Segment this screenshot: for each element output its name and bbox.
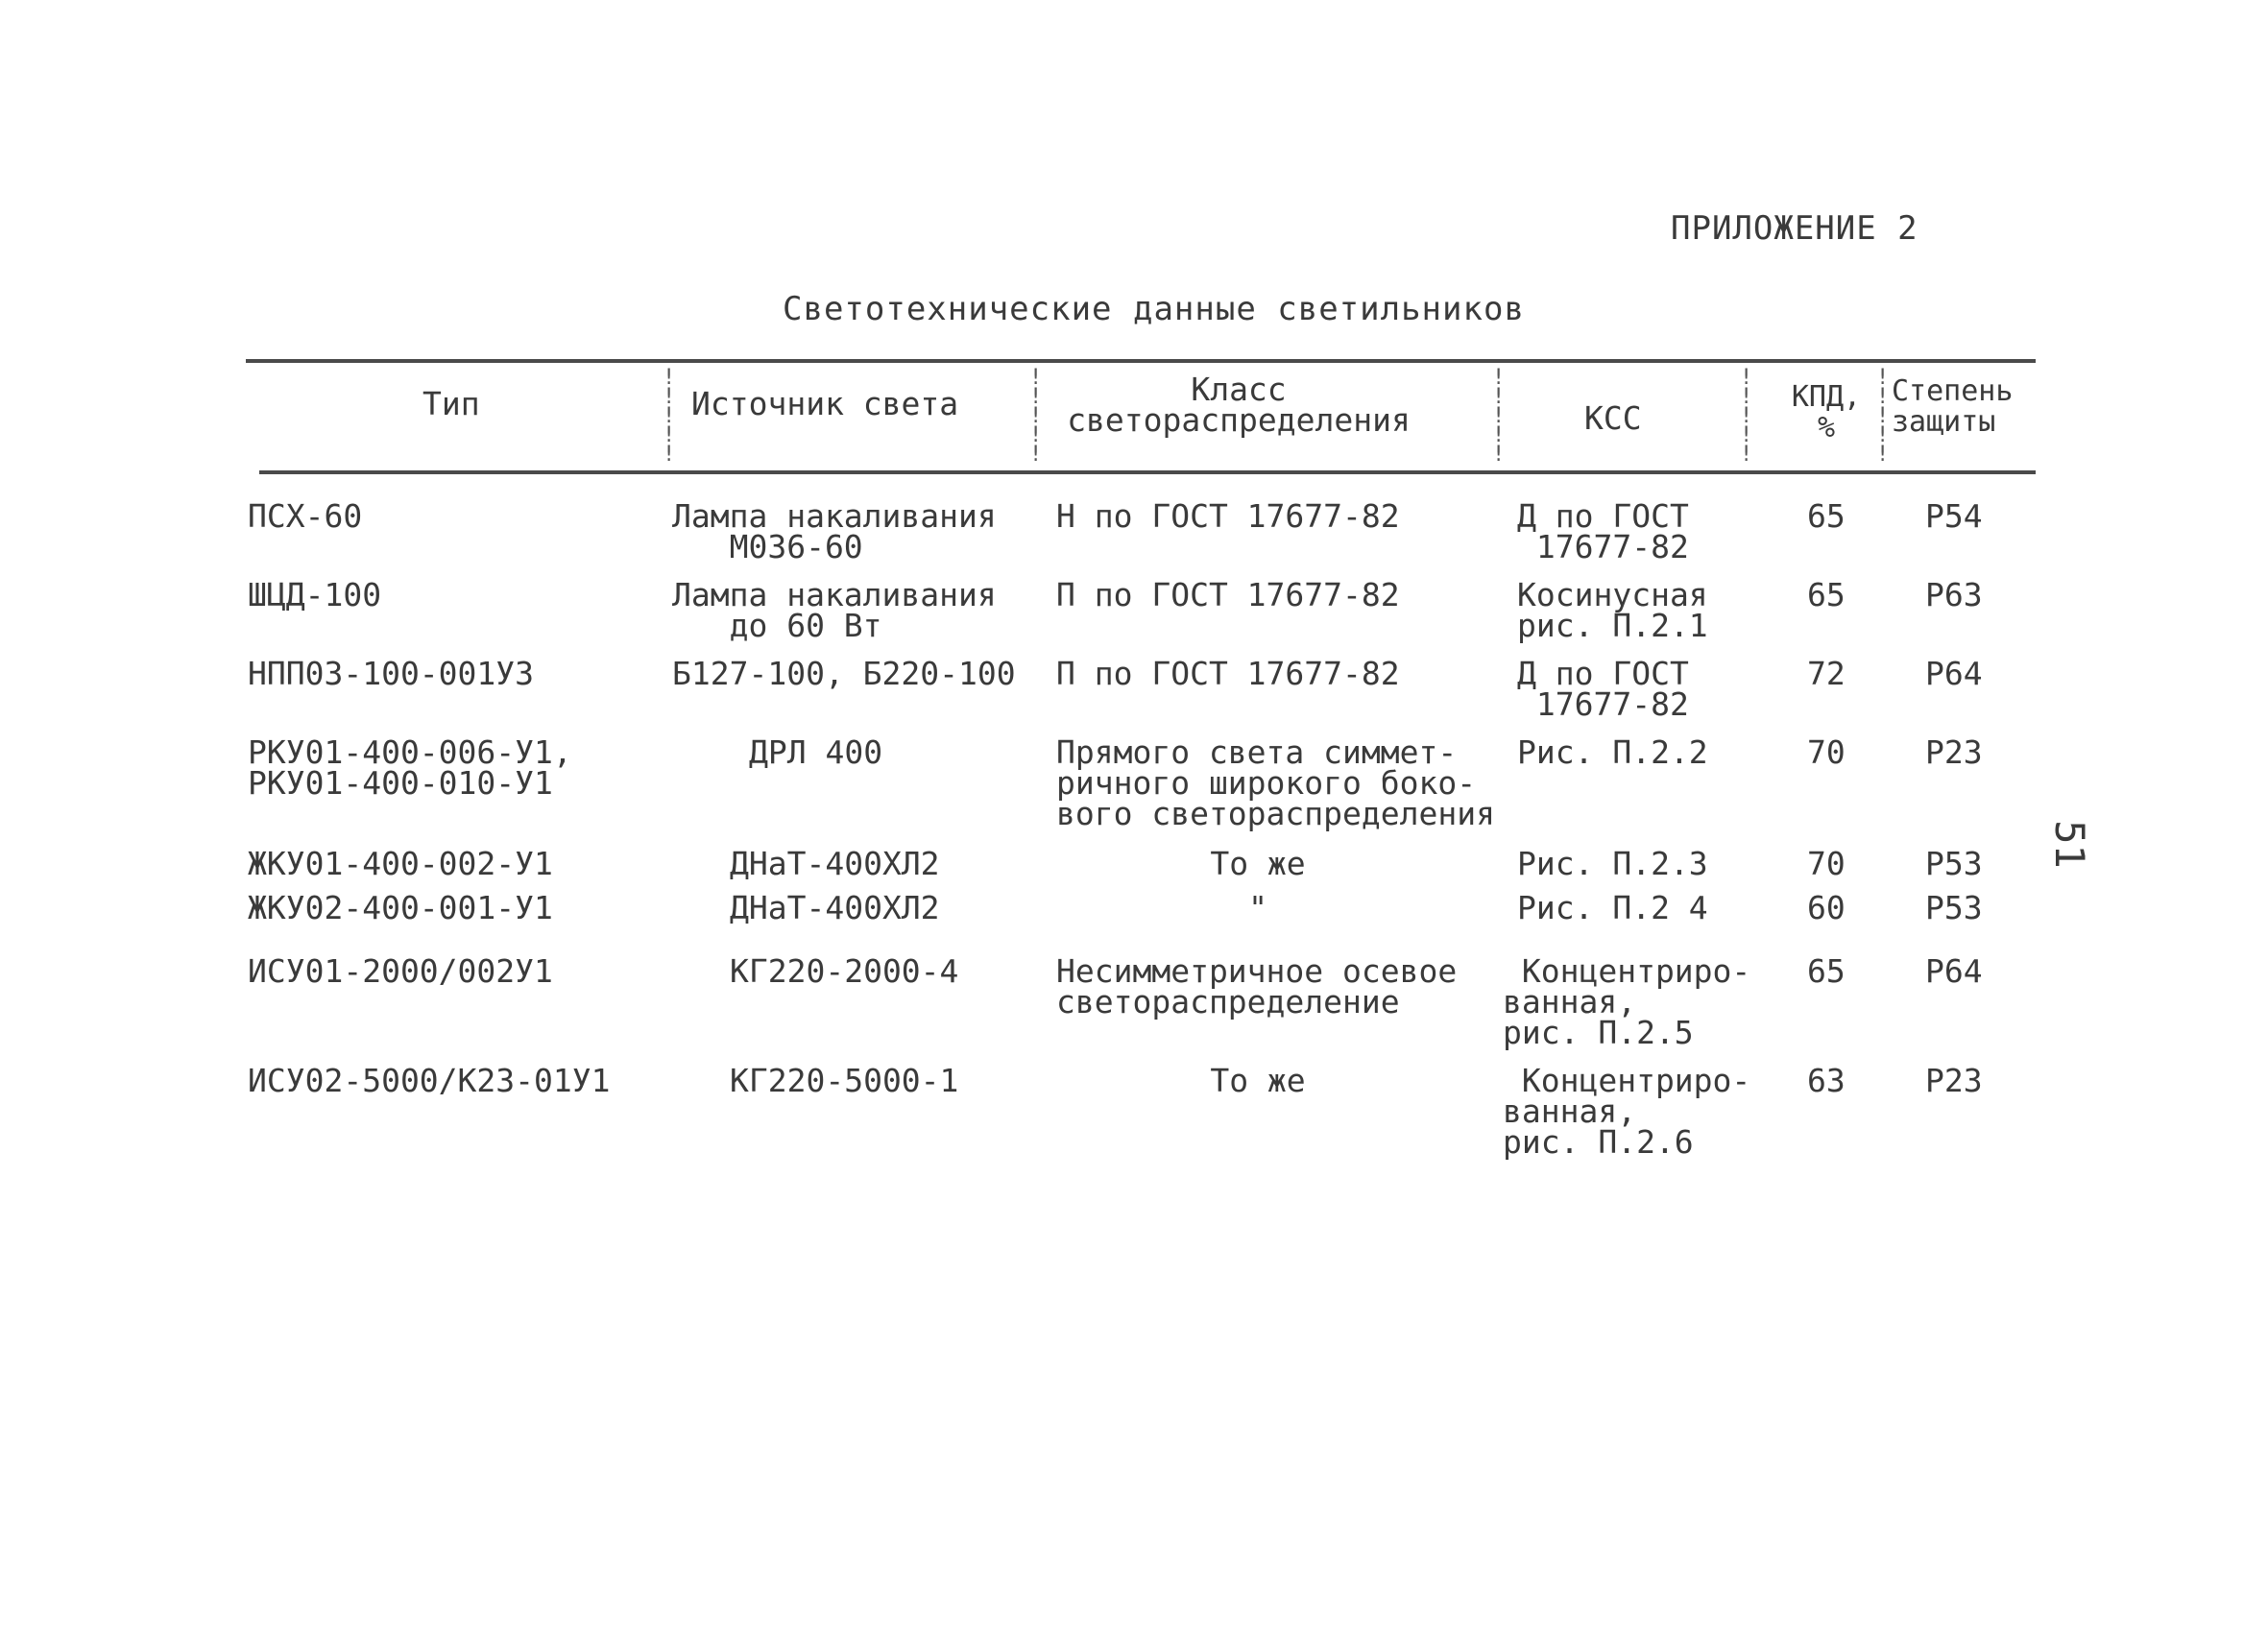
cell-protection: Р53: [1925, 889, 1983, 926]
header-class: Класс светораспределения: [1067, 371, 1411, 439]
cell-kpd: 65: [1807, 576, 1846, 613]
cell-protection: Р23: [1925, 733, 1983, 771]
header-separator: ! ! ! ! !: [1029, 366, 1043, 467]
table-top-rule: [246, 359, 2036, 363]
cell-kpd: 60: [1807, 889, 1846, 926]
cell-class: Н по ГОСТ 17677-82: [1056, 497, 1400, 535]
cell-class: ": [1248, 889, 1267, 926]
cell-protection: Р64: [1925, 655, 1983, 692]
cell-kpd: 63: [1807, 1062, 1846, 1099]
header-separator: ! ! ! ! !: [1740, 366, 1753, 467]
header-separator: ! ! ! ! !: [1876, 366, 1890, 467]
cell-class: То же: [1210, 1062, 1306, 1099]
cell-protection: Р54: [1925, 497, 1983, 535]
cell-type: НПП03-100-001У3: [248, 655, 535, 692]
cell-protection: Р23: [1925, 1062, 1983, 1099]
cell-kss: Рис. П.2.3: [1517, 845, 1708, 882]
header-protection: Степень защиты: [1892, 374, 2014, 439]
cell-protection: Р53: [1925, 845, 1983, 882]
cell-kpd: 72: [1807, 655, 1846, 692]
cell-source: ДНаТ-400ХЛ2: [730, 845, 940, 882]
appendix-label: ПРИЛОЖЕНИЕ 2: [1671, 209, 1918, 248]
cell-kss: Рис. П.2.2: [1517, 733, 1708, 771]
cell-source: КГ220-5000-1: [730, 1062, 959, 1099]
page-number: 51: [2045, 820, 2093, 869]
cell-type: ЖКУ02-400-001-У1: [248, 889, 553, 926]
cell-kss: Концентриро- ванная, рис. П.2.6: [1503, 1062, 1751, 1161]
header-separator: ! ! ! ! !: [663, 366, 676, 467]
cell-kss: Д по ГОСТ 17677-82: [1517, 497, 1689, 565]
cell-type: ПСХ-60: [248, 497, 363, 535]
cell-kpd: 65: [1807, 952, 1846, 990]
cell-kss: Косинусная рис. П.2.1: [1517, 576, 1708, 644]
cell-source: Лампа накаливания до 60 Вт: [672, 576, 997, 644]
header-source: Источник света: [691, 385, 959, 422]
header-kpd: КПД, %: [1791, 380, 1862, 444]
cell-type: ИСУ02-5000/К23-01У1: [248, 1062, 611, 1099]
cell-source: ДРЛ 400: [749, 733, 883, 771]
cell-class: П по ГОСТ 17677-82: [1056, 576, 1400, 613]
cell-class: Несимметричное осевое светораспределение: [1056, 952, 1458, 1021]
cell-class: Прямого света симмет- ричного широкого боко- вого светораспределения: [1056, 733, 1495, 832]
cell-kpd: 70: [1807, 845, 1846, 882]
cell-source: Б127-100, Б220-100: [672, 655, 1016, 692]
cell-type: РКУ01-400-006-У1, РКУ01-400-010-У1: [248, 733, 572, 802]
cell-source: КГ220-2000-4: [730, 952, 959, 990]
cell-kss: Концентриро- ванная, рис. П.2.5: [1503, 952, 1751, 1051]
table-title: Светотехнические данные светильников: [783, 290, 1525, 328]
cell-class: То же: [1210, 845, 1306, 882]
cell-source: ДНаТ-400ХЛ2: [730, 889, 940, 926]
cell-type: ЖКУ01-400-002-У1: [248, 845, 553, 882]
header-separator: ! ! ! ! !: [1492, 366, 1506, 467]
cell-type: ШЦД-100: [248, 576, 382, 613]
cell-protection: Р63: [1925, 576, 1983, 613]
cell-kpd: 65: [1807, 497, 1846, 535]
cell-kss: Д по ГОСТ 17677-82: [1517, 655, 1689, 723]
cell-protection: Р64: [1925, 952, 1983, 990]
header-type: Тип: [422, 385, 480, 422]
cell-class: П по ГОСТ 17677-82: [1056, 655, 1400, 692]
header-kss: КСС: [1584, 399, 1642, 437]
cell-kpd: 70: [1807, 733, 1846, 771]
table-header-rule: [259, 470, 2036, 474]
cell-source: Лампа накаливания М036-60: [672, 497, 997, 565]
cell-kss: Рис. П.2 4: [1517, 889, 1708, 926]
cell-type: ИСУ01-2000/002У1: [248, 952, 553, 990]
